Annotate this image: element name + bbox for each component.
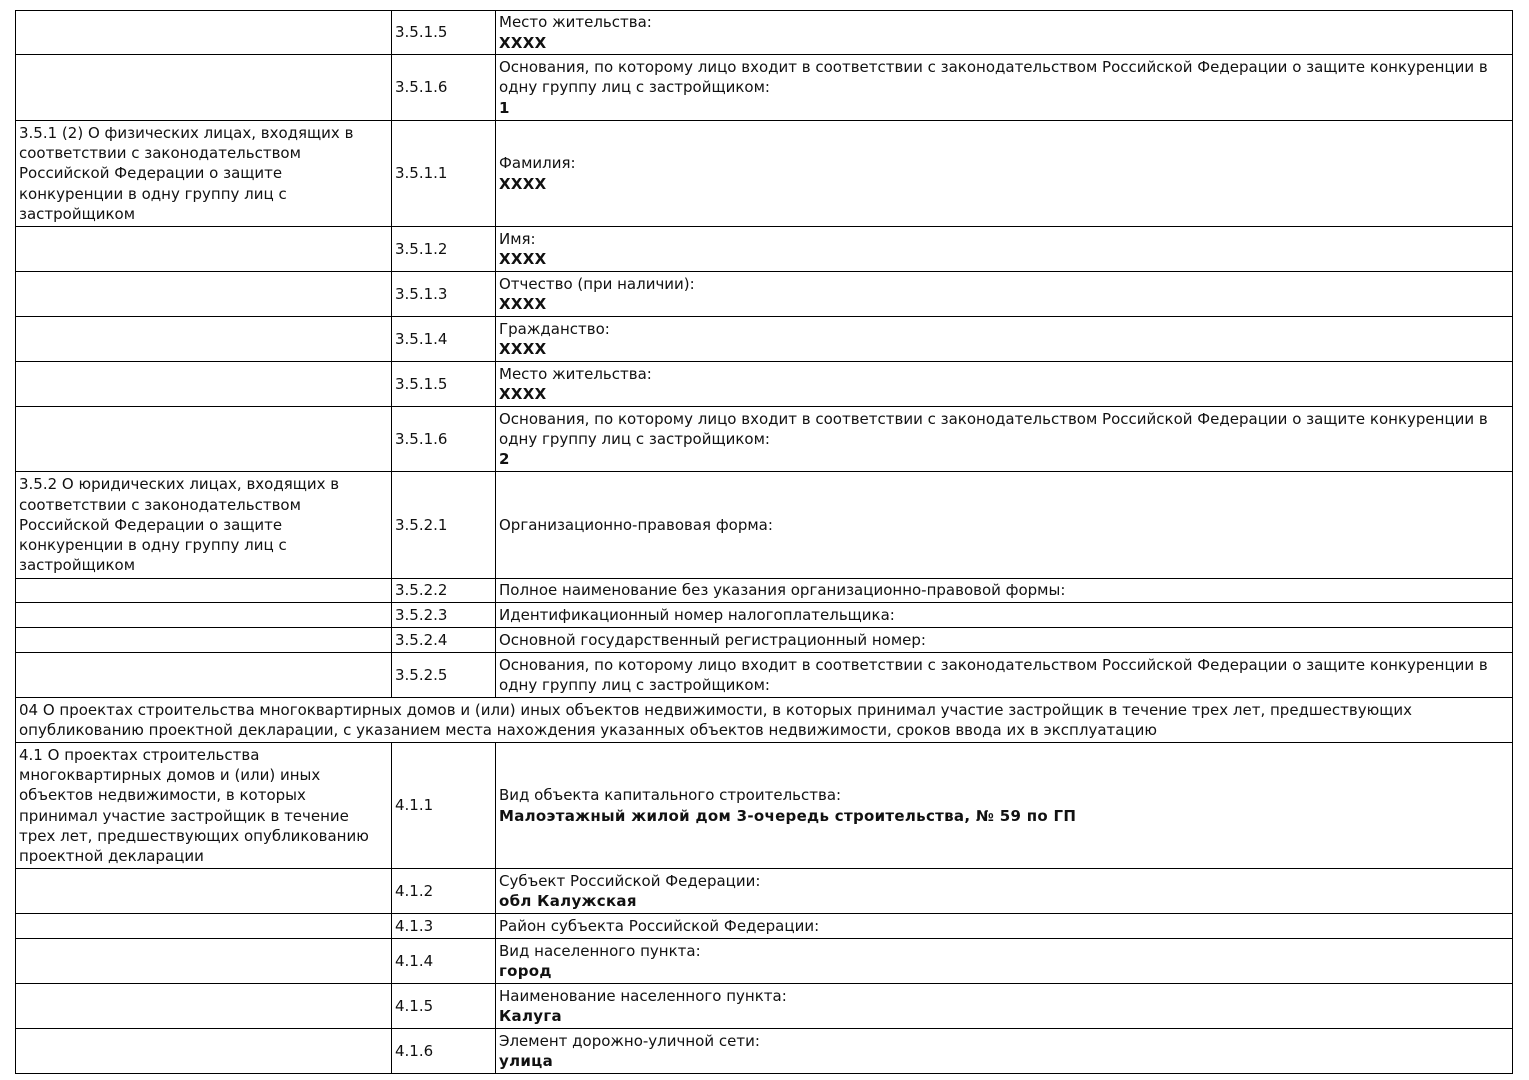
section-title-cell <box>16 653 392 698</box>
item-code-cell: 3.5.2.4 <box>392 628 496 653</box>
item-code-cell: 3.5.1.2 <box>392 227 496 272</box>
field-label: Идентификационный номер налогоплательщика: <box>499 605 895 624</box>
item-content-cell <box>496 939 1513 984</box>
section-title-cell <box>16 914 392 939</box>
field-label: Организационно-правовая форма: <box>499 515 773 534</box>
table-row <box>16 653 1513 698</box>
section-title-cell <box>16 603 392 628</box>
item-code-cell: 3.5.2.5 <box>392 653 496 698</box>
table-row <box>16 362 1513 407</box>
field-label: Основания, по которому лицо входит в соответствии с законодательством Российской Федерации о защите конкуренции в одну группу лиц с застройщиком: <box>499 409 1488 448</box>
table-row <box>16 55 1513 121</box>
table-row <box>16 121 1513 227</box>
field-value: XXXX <box>499 340 547 358</box>
item-code-cell: 3.5.1.4 <box>392 317 496 362</box>
item-content-cell <box>496 55 1513 121</box>
field-label: Район субъекта Российской Федерации: <box>499 916 820 935</box>
item-code-cell: 3.5.1.6 <box>392 55 496 121</box>
table-row <box>16 869 1513 914</box>
table-row <box>16 984 1513 1029</box>
field-label: Вид объекта капитального строительства: <box>499 786 842 805</box>
item-code-cell: 4.1.1 <box>392 743 496 869</box>
section-heading: 04 О проектах строительства многоквартирных домов и (или) иных объектов недвижимости, в которых принимал участие застройщик в течение трех лет, предшествующих опубликованию проектной декларации, с указанием места нахождения указанных объектов недвижимости, сроков ввода их в эксплуатацию <box>16 698 1513 743</box>
field-label: Гражданство: <box>499 319 610 338</box>
field-label: Элемент дорожно-уличной сети: <box>499 1031 760 1050</box>
field-value: обл Калужская <box>499 892 637 910</box>
item-content-cell <box>496 227 1513 272</box>
item-content-cell <box>496 603 1513 628</box>
item-content-cell <box>496 317 1513 362</box>
field-label: Фамилия: <box>499 154 576 173</box>
item-code-cell: 4.1.6 <box>392 1029 496 1074</box>
table-row <box>16 272 1513 317</box>
field-value: 2 <box>499 450 510 469</box>
field-label: Место жительства: <box>499 364 652 383</box>
table-row <box>16 603 1513 628</box>
item-content-cell <box>496 628 1513 653</box>
item-code-cell: 3.5.1.5 <box>392 362 496 407</box>
field-value: XXXX <box>499 385 547 403</box>
declaration-table <box>15 10 1513 1074</box>
item-content-cell <box>496 743 1513 869</box>
item-content-cell <box>496 472 1513 579</box>
field-value: XXXX <box>499 250 547 268</box>
item-code-cell: 3.5.1.3 <box>392 272 496 317</box>
field-label: Наименование населенного пункта: <box>499 986 787 1005</box>
item-code-cell: 4.1.4 <box>392 939 496 984</box>
field-label: Основной государственный регистрационный номер: <box>499 630 926 649</box>
item-content-cell <box>496 914 1513 939</box>
item-code-cell: 3.5.2.3 <box>392 603 496 628</box>
item-content-cell <box>496 362 1513 407</box>
item-content-cell <box>496 869 1513 914</box>
section-title-cell <box>16 869 392 914</box>
field-value: XXXX <box>499 174 547 193</box>
item-code-cell: 3.5.1.5 <box>392 11 496 55</box>
field-value: XXXX <box>499 33 547 52</box>
field-value: улица <box>499 1052 554 1070</box>
section-title-cell <box>16 1029 392 1074</box>
item-code-cell: 3.5.1.1 <box>392 121 496 227</box>
item-content-cell <box>496 1029 1513 1074</box>
section-title-cell <box>16 272 392 317</box>
section-title-cell <box>16 11 392 55</box>
field-label: Основания, по которому лицо входит в соответствии с законодательством Российской Федерации о защите конкуренции в одну группу лиц с застройщиком: <box>499 655 1488 694</box>
section-heading-row <box>16 698 1513 743</box>
item-code-cell: 4.1.5 <box>392 984 496 1029</box>
table-row <box>16 628 1513 653</box>
field-label: Имя: <box>499 229 536 248</box>
field-value: город <box>499 962 552 980</box>
section-title-cell <box>16 579 392 603</box>
table-row <box>16 407 1513 472</box>
item-code-cell: 3.5.2.2 <box>392 579 496 603</box>
section-title-cell <box>16 317 392 362</box>
section-title-cell <box>16 939 392 984</box>
item-content-cell <box>496 121 1513 227</box>
section-title-cell <box>16 984 392 1029</box>
table-row <box>16 11 1513 55</box>
section-title-cell <box>16 362 392 407</box>
section-title-cell: 3.5.2 О юридических лицах, входящих в соответствии с законодательством Российской Федерации о защите конкуренции в одну группу лиц с застройщиком <box>16 472 392 579</box>
item-content-cell <box>496 579 1513 603</box>
section-title-cell: 4.1 О проектах строительства многоквартирных домов и (или) иных объектов недвижимости, в которых принимал участие застройщик в течение трех лет, предшествующих опубликованию проектной декларации <box>16 743 392 869</box>
field-label: Полное наименование без указания организационно-правовой формы: <box>499 581 1066 600</box>
section-title-cell <box>16 227 392 272</box>
field-value: XXXX <box>499 295 547 313</box>
section-title-cell <box>16 55 392 121</box>
field-value: Калуга <box>499 1007 562 1025</box>
table-row <box>16 939 1513 984</box>
table-row <box>16 472 1513 579</box>
item-content-cell <box>496 984 1513 1029</box>
field-label: Место жительства: <box>499 13 652 32</box>
item-code-cell: 4.1.3 <box>392 914 496 939</box>
item-content-cell <box>496 407 1513 472</box>
field-value: 1 <box>499 98 510 117</box>
field-label: Субъект Российской Федерации: <box>499 871 761 890</box>
section-title-cell: 3.5.1 (2) О физических лицах, входящих в соответствии с законодательством Российской Федерации о защите конкуренции в одну группу лиц с застройщиком <box>16 121 392 227</box>
table-row <box>16 743 1513 869</box>
field-label: Основания, по которому лицо входит в соответствии с законодательством Российской Федерации о защите конкуренции в одну группу лиц с застройщиком: <box>499 58 1488 97</box>
item-code-cell: 3.5.2.1 <box>392 472 496 579</box>
table-row <box>16 227 1513 272</box>
item-content-cell <box>496 272 1513 317</box>
item-content-cell <box>496 11 1513 55</box>
table-row <box>16 1029 1513 1074</box>
table-row <box>16 579 1513 603</box>
item-code-cell: 4.1.2 <box>392 869 496 914</box>
table-row <box>16 914 1513 939</box>
section-title-cell <box>16 628 392 653</box>
table-row <box>16 317 1513 362</box>
item-code-cell: 3.5.1.6 <box>392 407 496 472</box>
section-title-cell <box>16 407 392 472</box>
field-value: Малоэтажный жилой дом 3-очередь строительства, № 59 по ГП <box>499 806 1077 825</box>
field-label: Вид населенного пункта: <box>499 941 701 960</box>
field-label: Отчество (при наличии): <box>499 274 695 293</box>
item-content-cell <box>496 653 1513 698</box>
